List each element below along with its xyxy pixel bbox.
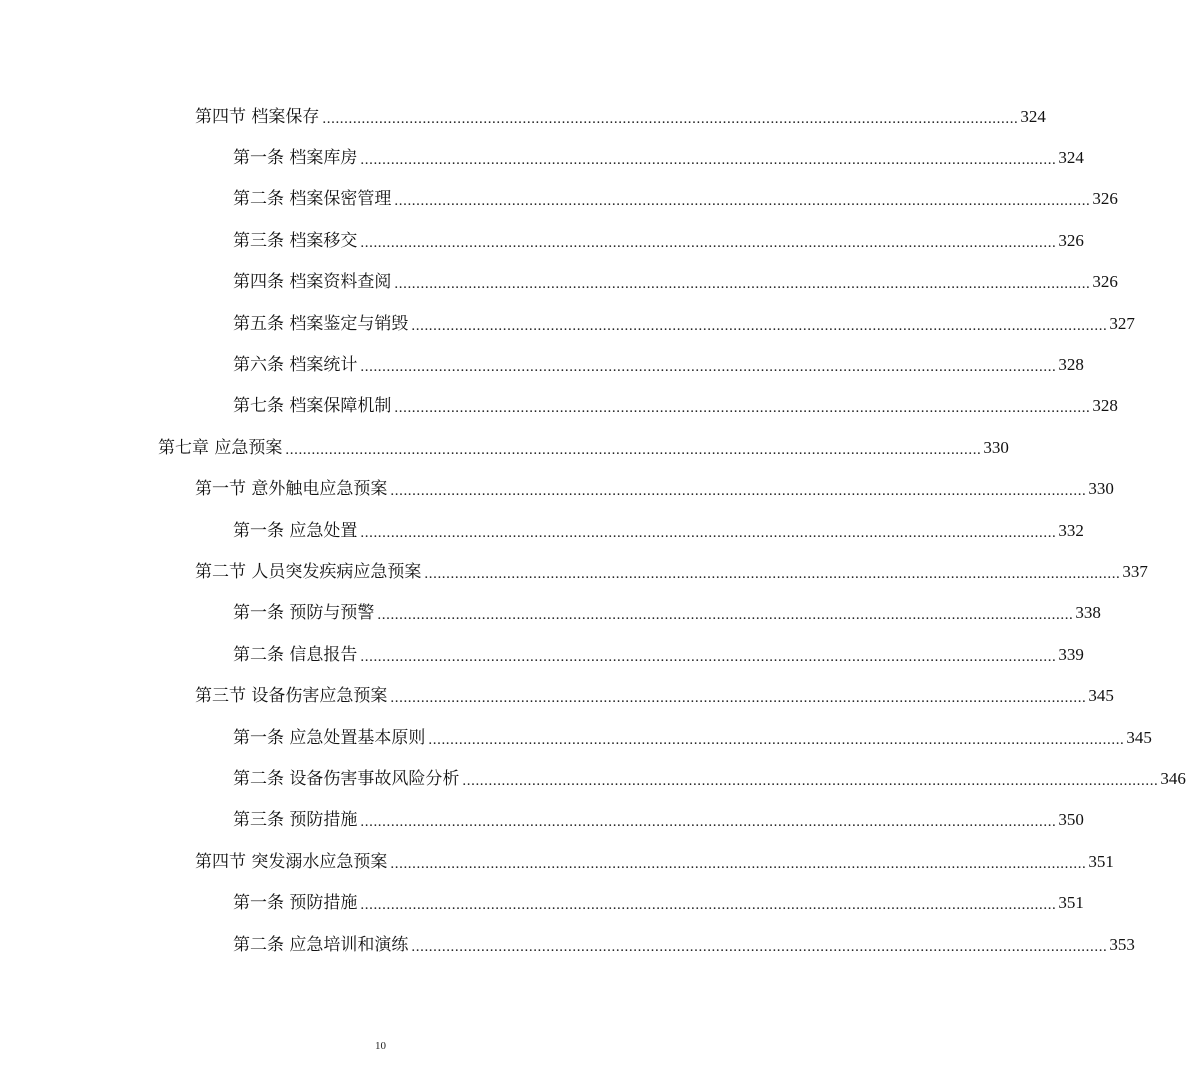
- toc-entry-page: 353: [1109, 934, 1135, 954]
- toc-entry-title: 第二条 信息报告: [233, 644, 358, 665]
- toc-entry-page: 345: [1126, 727, 1152, 747]
- toc-entry-page: 338: [1075, 603, 1101, 623]
- toc-entry-page: 346: [1160, 768, 1186, 788]
- dot-leader: ................................................................................................................................................................: [360, 234, 1057, 251]
- toc-entry-title: 第二条 档案保密管理: [233, 189, 392, 210]
- dot-leader: ................................................................................................................................................................: [360, 359, 1057, 376]
- dot-leader: ................................................................................................................................................................: [394, 400, 1091, 417]
- toc-entry-page: 324: [1058, 148, 1084, 168]
- dot-leader: ................................................................................................................................................................: [394, 193, 1091, 210]
- toc-entry-page: 328: [1058, 355, 1084, 375]
- dot-leader: ................................................................................................................................................................: [390, 690, 1087, 707]
- toc-entry[interactable]: [0, 593, 1101, 634]
- toc-entry-page: 345: [1088, 686, 1114, 706]
- toc-entry-page: 326: [1092, 272, 1118, 292]
- toc-entry[interactable]: [0, 386, 1118, 427]
- toc-entry[interactable]: [0, 262, 1118, 303]
- page-number: 10: [375, 1040, 386, 1052]
- toc-entry-title: 第四节 档案保存: [195, 106, 320, 127]
- toc-entry[interactable]: [0, 179, 1118, 220]
- dot-leader: ................................................................................................................................................................: [360, 897, 1057, 914]
- toc-entry-title: 第二条 设备伤害事故风险分析: [233, 768, 460, 789]
- toc-entry-title: 第一条 预防措施: [233, 893, 358, 914]
- toc-entry-page: 337: [1122, 561, 1148, 581]
- toc-entry[interactable]: [0, 510, 1084, 551]
- toc-entry[interactable]: [0, 137, 1084, 178]
- toc-entry[interactable]: [0, 344, 1084, 385]
- toc-entry-page: 351: [1088, 851, 1114, 871]
- toc-entry-page: 330: [983, 437, 1009, 457]
- toc-entry-page: 328: [1092, 396, 1118, 416]
- dot-leader: ................................................................................................................................................................: [360, 152, 1057, 169]
- toc-entry[interactable]: [0, 551, 1148, 592]
- toc-entry[interactable]: [0, 841, 1114, 882]
- toc-entry[interactable]: [0, 220, 1084, 261]
- toc-entry-title: 第七条 档案保障机制: [233, 396, 392, 417]
- dot-leader: ................................................................................................................................................................: [360, 814, 1057, 831]
- toc-entry-page: 327: [1109, 313, 1135, 333]
- toc-entry-title: 第三条 档案移交: [233, 230, 358, 251]
- toc-entry-page: 326: [1058, 230, 1084, 250]
- toc-entry-page: 350: [1058, 810, 1084, 830]
- toc-entry-title: 第三条 预防措施: [233, 810, 358, 831]
- toc-entry-title: 第二节 人员突发疾病应急预案: [195, 561, 422, 582]
- dot-leader: ................................................................................................................................................................: [390, 855, 1087, 872]
- dot-leader: ................................................................................................................................................................: [360, 648, 1057, 665]
- dot-leader: ................................................................................................................................................................: [411, 938, 1108, 955]
- toc-entry-title: 第二条 应急培训和演练: [233, 934, 409, 955]
- toc-entry-title: 第五条 档案鉴定与销毁: [233, 313, 409, 334]
- dot-leader: ................................................................................................................................................................: [411, 317, 1108, 334]
- toc-entry-title: 第一条 档案库房: [233, 148, 358, 169]
- dot-leader: ................................................................................................................................................................: [360, 524, 1057, 541]
- toc-entry-title: 第四节 突发溺水应急预案: [195, 851, 388, 872]
- toc-entry[interactable]: [0, 634, 1084, 675]
- toc-entry[interactable]: [0, 717, 1152, 758]
- dot-leader: ................................................................................................................................................................: [424, 565, 1121, 582]
- toc-entry[interactable]: [0, 758, 1186, 799]
- table-of-contents: [0, 96, 1186, 965]
- toc-entry-title: 第四条 档案资料查阅: [233, 272, 392, 293]
- toc-entry[interactable]: [0, 96, 1046, 137]
- dot-leader: ................................................................................................................................................................: [322, 110, 1019, 127]
- dot-leader: ................................................................................................................................................................: [285, 441, 982, 458]
- dot-leader: ................................................................................................................................................................: [390, 483, 1087, 500]
- toc-entry-page: 332: [1058, 520, 1084, 540]
- toc-entry-title: 第六条 档案统计: [233, 355, 358, 376]
- dot-leader: ................................................................................................................................................................: [462, 772, 1159, 789]
- toc-entry-title: 第三节 设备伤害应急预案: [195, 686, 388, 707]
- toc-entry-page: 326: [1092, 189, 1118, 209]
- toc-entry[interactable]: [0, 469, 1114, 510]
- toc-entry-title: 第一条 应急处置基本原则: [233, 727, 426, 748]
- toc-entry-page: 324: [1020, 106, 1046, 126]
- toc-entry[interactable]: [0, 800, 1084, 841]
- toc-entry[interactable]: [0, 924, 1135, 965]
- dot-leader: ................................................................................................................................................................: [377, 607, 1074, 624]
- toc-entry[interactable]: [0, 675, 1114, 716]
- toc-entry[interactable]: [0, 882, 1084, 923]
- dot-leader: ................................................................................................................................................................: [394, 276, 1091, 293]
- toc-entry-page: 351: [1058, 893, 1084, 913]
- toc-entry[interactable]: [0, 303, 1135, 344]
- toc-entry[interactable]: [0, 427, 1009, 468]
- toc-entry-page: 330: [1088, 479, 1114, 499]
- toc-entry-title: 第一条 应急处置: [233, 520, 358, 541]
- toc-entry-title: 第一条 预防与预警: [233, 603, 375, 624]
- toc-entry-page: 339: [1058, 644, 1084, 664]
- dot-leader: ................................................................................................................................................................: [428, 731, 1125, 748]
- toc-entry-title: 第七章 应急预案: [158, 437, 283, 458]
- toc-entry-title: 第一节 意外触电应急预案: [195, 479, 388, 500]
